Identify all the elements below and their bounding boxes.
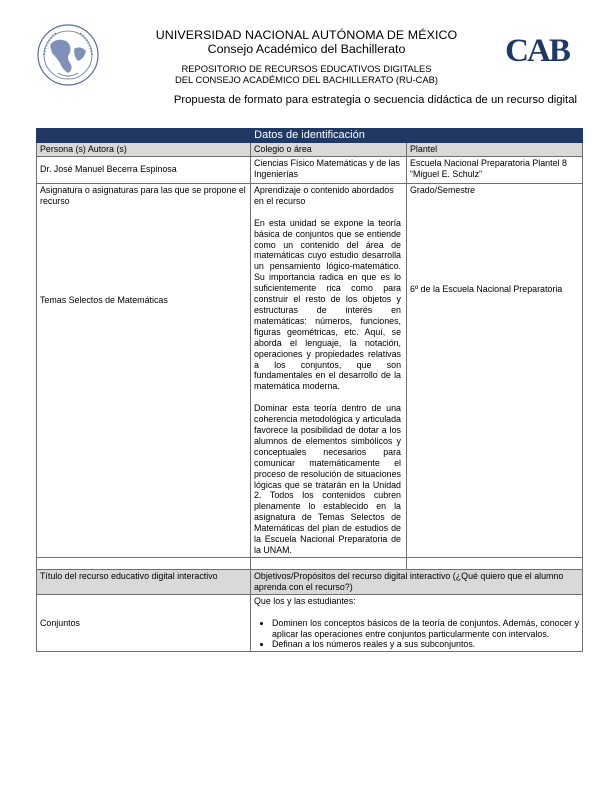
learning-cell xyxy=(251,183,407,557)
repository-line-2: DEL CONSEJO ACADÉMICO DEL BACHILLERATO (RU-CAB) xyxy=(174,74,439,85)
grade-label: Grado/Semestre xyxy=(410,184,476,195)
resource-title-label: Título del recurso educativo digital interactivo xyxy=(37,569,251,594)
document-header xyxy=(140,28,473,85)
cab-logo xyxy=(499,34,575,66)
objectives-intro: Que los y las estudiantes: xyxy=(254,595,356,606)
unam-seal-icon xyxy=(36,23,100,87)
table-row xyxy=(37,183,583,557)
objectives-cell xyxy=(251,594,583,652)
spacer-row xyxy=(37,557,583,569)
grade-cell xyxy=(407,183,583,557)
author-name: Dr. José Manuel Becerra Espinosa xyxy=(37,156,251,183)
column-header-college: Colegio o área xyxy=(251,143,407,157)
table-row xyxy=(37,156,583,183)
svg-text:CAB: CAB xyxy=(505,34,569,66)
subject-label: Asignatura o asignaturas para las que se propone el recurso xyxy=(40,184,246,206)
subject-cell xyxy=(37,183,251,557)
college-name: Ciencias Físico Matemáticas y de las Ingenierías xyxy=(251,156,407,183)
list-item: • Dominen los conceptos básicos de la teoría de conjuntos. Además, conocer y aplicar las operaciones entre conjuntos particularmente con intervalos. xyxy=(272,618,579,640)
table-header-row xyxy=(37,569,583,594)
column-header-campus: Plantel xyxy=(407,143,583,157)
column-header-author: Persona (s) Autora (s) xyxy=(37,143,251,157)
table-header-row xyxy=(37,143,583,157)
subject-value: Temas Selectos de Matemáticas xyxy=(40,294,168,305)
resource-title-value: Conjuntos xyxy=(37,594,251,652)
section-title: Datos de identificación xyxy=(37,129,583,143)
learning-paragraph-1: En esta unidad se expone la teoría básica de conjuntos que se entiende como un contenido del área de matemáticas cuyo estudio desarrolla un pensamiento lógico-matemático. Su importancia radica en que es lo suficientemente rica como para construir el resto de los objetos y estructuras de interés en matemáticas: números, funciones, figuras geométricas, etc. Aquí, se aborda el lenguaje, la notación, operaciones y propiedades relativas a los conjuntos, que son fundamentales en el desarrollo de la matemática moderna. xyxy=(254,217,401,392)
proposal-title: Propuesta de formato para estrategia o secuencia didáctica de un recurso digital xyxy=(173,94,577,106)
council-name: Consejo Académico del Bachillerato xyxy=(207,42,406,56)
identification-table xyxy=(36,128,583,652)
objectives-list xyxy=(254,618,579,651)
table-row xyxy=(37,594,583,652)
grade-value: 6º de la Escuela Nacional Preparatoria xyxy=(410,283,563,294)
repository-line-1: REPOSITORIO DE RECURSOS EDUCATIVOS DIGITALES xyxy=(181,63,432,74)
learning-label: Aprendizaje o contenido abordados en el recurso xyxy=(254,184,394,206)
objectives-label: Objetivos/Propósitos del recurso digital interactivo (¿Qué quiero que el alumno aprenda con el recurso?) xyxy=(251,569,583,594)
university-name: UNIVERSIDAD NACIONAL AUTÓNOMA DE MÉXICO xyxy=(155,28,458,42)
learning-paragraph-2: Dominar esta teoría dentro de una coherencia metodológica y articulada favorece la posibilidad de dotar a los alumnos de elementos simbólicos y conceptuales necesarios para comunicar matemáticamente el proceso de resolución de situaciones lógicas que se tratarán en la Unidad 2. Todos los contenidos cubren plenamente lo establecido en la asignatura de Temas Selectos de Matemáticas del plan de estudios de la Escuela Nacional Preparatoria de la UNAM. xyxy=(254,403,401,555)
list-item: • Definan a los números reales y a sus subconjuntos. xyxy=(272,639,579,650)
campus-name: Escuela Nacional Preparatoria Plantel 8 “Miguel E. Schulz” xyxy=(407,156,583,183)
